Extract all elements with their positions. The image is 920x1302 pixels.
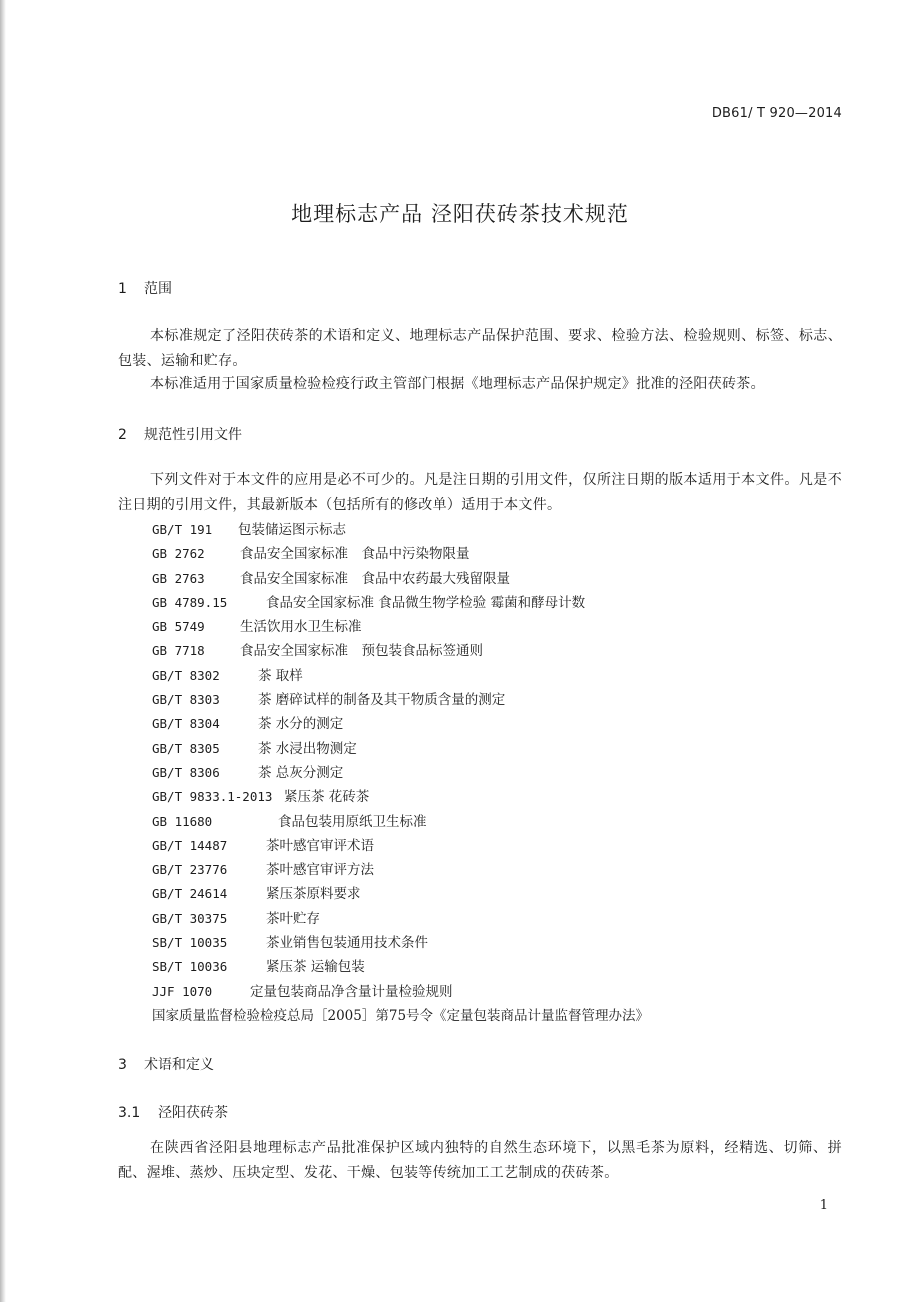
reference-item <box>152 1004 649 1028</box>
section-title: 范围 <box>144 281 172 297</box>
reference-item <box>152 955 649 979</box>
subsection-number: 3.1 <box>118 1105 141 1121</box>
reference-title: 紧压茶 花砖茶 <box>284 789 370 806</box>
reference-code: SB/T 10036 <box>152 959 228 975</box>
section-number: 3 <box>118 1057 127 1073</box>
reference-code: GB/T 14487 <box>152 837 228 853</box>
reference-item <box>152 518 649 542</box>
reference-code: GB 2762 <box>152 546 205 562</box>
reference-item <box>152 688 649 712</box>
reference-code: GB/T 9833.1-2013 <box>152 789 273 805</box>
section-1-paragraph: 本标准规定了泾阳茯砖茶的术语和定义、地理标志产品保护范围、要求、检验方法、检验规则、标签、标志、包装、运输和贮存。 <box>118 328 842 369</box>
reference-item <box>152 761 649 785</box>
page-number: 1 <box>819 1198 828 1213</box>
subsection-3-1-text: 在陕西省泾阳县地理标志产品批准保护区域内独特的自然生态环境下，以黑毛茶为原料，经精选、切筛、拼配、渥堆、蒸炒、压块定型、发花、干燥、包装等传统加工工艺制成的茯砖茶。 <box>118 1140 842 1181</box>
section-number: 1 <box>118 281 127 297</box>
reference-item <box>152 591 649 615</box>
reference-title: 茶 总灰分测定 <box>258 764 344 781</box>
reference-item <box>152 615 649 639</box>
section-1-paragraph: 本标准适用于国家质量检验检疫行政主管部门根据《地理标志产品保护规定》批准的泾阳茯砖茶。 <box>150 376 765 392</box>
reference-code: GB/T 8304 <box>152 716 220 732</box>
reference-title: 紧压茶原料要求 <box>266 886 361 903</box>
reference-code: GB 2763 <box>152 570 205 586</box>
reference-title: 国家质量监督检验检疫总局［2005］第75号令《定量包装商品计量监督管理办法》 <box>152 1007 650 1024</box>
reference-title: 食品安全国家标准 食品中污染物限量 <box>240 546 470 563</box>
reference-item <box>152 907 649 931</box>
reference-title: 茶叶感官审评方法 <box>266 862 374 879</box>
section-1-heading <box>118 278 172 298</box>
reference-code: GB 4789.15 <box>152 594 228 610</box>
reference-title: 茶 取样 <box>258 667 303 684</box>
reference-list <box>152 518 649 1028</box>
reference-title: 食品安全国家标准 食品微生物学检验 霉菌和酵母计数 <box>266 594 586 611</box>
reference-code: GB/T 23776 <box>152 862 228 878</box>
reference-code: GB/T 24614 <box>152 886 228 902</box>
reference-item <box>152 858 649 882</box>
subsection-title: 泾阳茯砖茶 <box>158 1105 228 1121</box>
reference-code: GB/T 30375 <box>152 910 228 926</box>
reference-item <box>152 931 649 955</box>
reference-code: JJF 1070 <box>152 983 213 999</box>
reference-title: 茶 水分的测定 <box>258 716 344 733</box>
reference-item <box>152 567 649 591</box>
section-title: 规范性引用文件 <box>144 427 242 443</box>
reference-item <box>152 882 649 906</box>
section-2-intro: 下列文件对于本文件的应用是必不可少的。凡是注日期的引用文件，仅所注日期的版本适用于本文件。凡是不注日期的引用文件，其最新版本（包括所有的修改单）适用于本文件。 <box>118 472 842 513</box>
reference-title: 食品安全国家标准 预包装食品标签通则 <box>240 643 483 660</box>
reference-code: GB 5749 <box>152 619 205 635</box>
reference-code: SB/T 10035 <box>152 935 228 951</box>
scan-edge <box>0 0 6 1302</box>
reference-title: 紧压茶 运输包装 <box>266 959 365 976</box>
reference-code: GB/T 191 <box>152 522 213 537</box>
document-title: 地理标志产品 泾阳茯砖茶技术规范 <box>291 202 629 226</box>
reference-item <box>152 785 649 809</box>
reference-code: GB/T 8306 <box>152 764 220 780</box>
section-3-heading <box>118 1054 214 1074</box>
reference-title: 茶 磨碎试样的制备及其干物质含量的测定 <box>258 692 506 709</box>
reference-title: 茶业销售包装通用技术条件 <box>266 935 428 952</box>
reference-code: GB/T 8302 <box>152 667 220 683</box>
reference-item <box>152 639 649 663</box>
reference-title: 茶叶感官审评术语 <box>266 837 374 854</box>
reference-item <box>152 834 649 858</box>
reference-title: 定量包装商品净含量计量检验规则 <box>250 983 453 1000</box>
reference-code: GB 7718 <box>152 643 205 659</box>
reference-item <box>152 712 649 736</box>
reference-title: 食品安全国家标准 食品中农药最大残留限量 <box>240 570 510 587</box>
reference-item <box>152 664 649 688</box>
standard-code: DB61/ T 920—2014 <box>711 106 842 121</box>
subsection-3-1-heading <box>118 1102 228 1122</box>
reference-title: 食品包装用原纸卫生标准 <box>278 813 427 830</box>
section-2-heading <box>118 424 242 444</box>
section-title: 术语和定义 <box>144 1057 214 1073</box>
reference-item <box>152 542 649 566</box>
reference-item <box>152 980 649 1004</box>
reference-title: 茶叶贮存 <box>266 910 320 927</box>
reference-code: GB/T 8305 <box>152 740 220 756</box>
reference-title: 包装储运图示标志 <box>238 522 346 538</box>
reference-item <box>152 737 649 761</box>
reference-item <box>152 810 649 834</box>
reference-code: GB 11680 <box>152 813 213 829</box>
reference-title: 茶 水浸出物测定 <box>258 740 357 757</box>
section-number: 2 <box>118 427 127 443</box>
reference-code: GB/T 8303 <box>152 692 220 708</box>
reference-title: 生活饮用水卫生标准 <box>240 619 362 636</box>
